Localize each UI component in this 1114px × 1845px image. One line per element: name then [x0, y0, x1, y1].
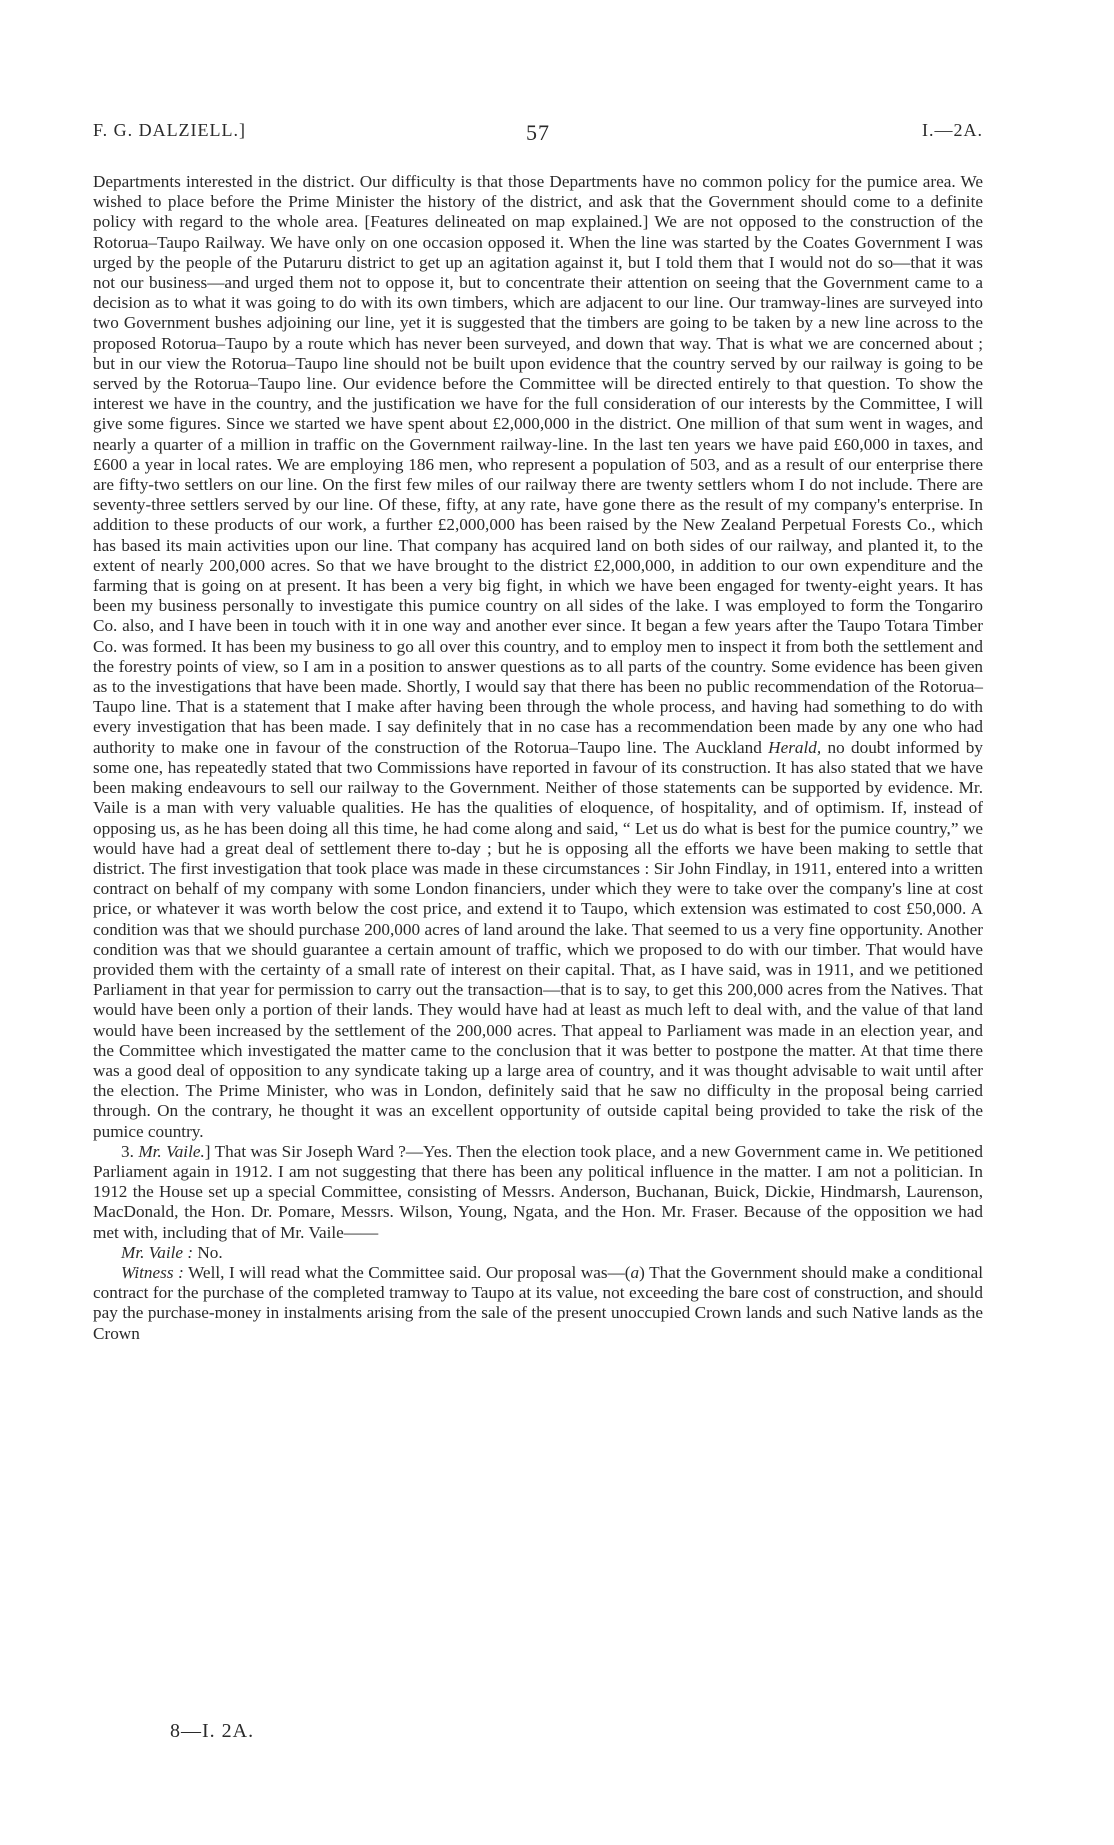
paragraph-1-text: Departments interested in the district. Our difficulty is that those Departments have no common policy for the pumice area. We wished to place before the Prime Minister the history of the district, and ask that the Government should come to a definite policy with regard to the whole area. [Features delineated on map explained.] We are not opposed to the construction of the Rotorua–Taupo Railway. We have only on one occasion opposed it. When the line was started by the Coates Government I was urged by the people of the Putaruru district to get up an agitation against it, but I told them that I would not do so—that it was not our business—and urged them not to oppose it, but to concentrate their attention on seeing that the Government came to a decision as to what it was going to do with its own timbers, which are adjacent to our line. Our tramway-lines are surveyed into two Government bushes adjoining our line, yet it is suggested that the timbers are going to be taken by a new line across to the proposed Rotorua–Taupo by a route which has never been surveyed, and down that way. That is what we are concerned about ; but in our view the Rotorua–Taupo line should not be built upon evidence that the country served by our railway is going to be served by the Rotorua–Taupo line. Our evidence before the Committee will be directed entirely to that question. To show the interest we have in the country, and the justification we have for the full consideration of our interests by the Committee, I will give some figures. Since we started we have spent about £2,000,000 in the district. One million of that sum went in wages, and nearly a quarter of a million in traffic on the Government railway-line. In the last ten years we have paid £60,000 in taxes, and £600 a year in local rates. We are employing 186 men, who represent a population of 503, and as a result of our enterprise there are fifty-two settlers on our line. On the first few miles of our railway there are twenty settlers whom I do not include. There are seventy-three settlers served by our line. Of these, fifty, at any rate, have gone there as the result of my company's enterprise. In addition to these products of our work, a further £2,000,000 has been raised by the New Zealand Perpetual Forests Co., which has based its main activities upon our line. That company has acquired land on both sides of our railway, and planted it, to the extent of nearly 200,000 acres. So that we have brought to the district £2,000,000, in addition to our own expenditure and the farming that is going on at present. It has been a very big fight, in which we have been engaged for twenty-eight years. It has been my business personally to investigate this pumice country on all sides of the lake. I was employed to form the Tongariro Co. also, and I have been in touch with it in one way and another ever since. It began a few years after the Taupo Totara Timber Co. was formed. It has been my business to go all over this country, and to employ men to inspect it from both the settlement and the forestry points of view, so I am in a position to answer questions as to all parts of the country. Some evidence has been given as to the investigations that have been made. Shortly, I would say that there has been no public recommendation of the Rotorua–Taupo line. That is a statement that I make after having been through the whole process, and having had something to do with every investigation that has been made. I say definitely that in no case has a recommendation been made by any one who had authority to make one in favour of the construction of the Rotorua–Taupo line. The Auckland	[93, 172, 983, 757]
paragraph-1	[93, 172, 983, 1142]
header-author: F. G. DALZIELL.]	[93, 120, 247, 140]
paragraph-interjection	[93, 1243, 983, 1263]
witness-text-a: Well, I will read what the Committee said. Our proposal was—(	[183, 1262, 631, 1282]
speaker-name: Mr. Vaile.	[138, 1141, 205, 1161]
newspaper-name: Herald,	[768, 737, 822, 757]
speaker-name: Witness :	[121, 1262, 184, 1282]
running-header	[93, 120, 983, 150]
page-number: 57	[526, 120, 550, 145]
list-marker: a	[630, 1262, 640, 1282]
printer-signature: 8—I. 2A.	[170, 1720, 255, 1742]
paragraph-1-continued: no doubt informed by some one, has repeatedly stated that two Commissions have reported in favour of its construction. It has also stated that we have been making endeavours to sell our railway to the Government. Neither of those statements can be supported by evidence. Mr. Vaile is a man with very valuable qualities. He has the qualities of eloquence, of hospitality, and of optimism. If, instead of opposing us, as he has been doing all this time, he had come along and said, “ Let us do what is best for the pumice country,” we would have had a great deal of settlement there to-day ; but he is opposing all the efforts we have been making to settle that district. The first investigation that took place was made in these circumstances : Sir John Findlay, in 1911, entered into a written contract on behalf of my company with some London financiers, under which they were to take over the company's line at cost price, or whatever it was worth below the cost price, and extend it to Taupo, which extension was estimated to cost £50,000. A condition was that we should purchase 200,000 acres of land around the lake. That seemed to us a very fine opportunity. Another condition was that we should guarantee a certain amount of traffic, which we proposed to do with our timber. That would have provided them with the certainty of a small rate of interest on their capital. That, as I have said, was in 1911, and we petitioned Parliament in that year for permission to carry out the transaction—that is to say, to get this 200,000 acres from the Natives. That would have been only a portion of their lands. They would have had at least as much left to deal with, and the value of that land would have been increased by the settlement of the 200,000 acres. That appeal to Parliament was made in an election year, and the Committee which investigated the matter came to the conclusion that it was better to postpone the matter. At that time there was a good deal of opposition to any syndicate taking up a large area of country, and it was thought advisable to wait until after the election. The Prime Minister, who was in London, definitely said that he saw no difficulty in the proposal being carried through. On the contrary, he thought it was an excellent opportunity of outside capital being provided to take the risk of the pumice country.	[93, 737, 983, 1141]
witness-text-b: ) That the Government should make a conditional contract for the purchase of the completed tramway to Taupo at its value, not exceeding the bare cost of construction, and should pay the purchase-money in instalments arising from the sale of the present unoccupied Crown lands and such Native lands as the Crown	[93, 1262, 983, 1343]
question-number: 3.	[121, 1141, 139, 1161]
interjection-text: No.	[193, 1242, 223, 1262]
header-paper-ref: I.—2A.	[922, 120, 983, 140]
paragraph-question-3	[93, 1142, 983, 1243]
speaker-name: Mr. Vaile :	[121, 1242, 194, 1262]
paragraph-witness	[93, 1263, 983, 1344]
question-3-text: ] That was Sir Joseph Ward ?—Yes. Then the election took place, and a new Government came in. We petitioned Parliament again in 1912. I am not suggesting that there has been any political influence in the matter. I am not a politician. In 1912 the House set up a special Committee, consisting of Messrs. Anderson, Buchanan, Buick, Dickie, Hindmarsh, Laurenson, MacDonald, the Hon. Dr. Pomare, Messrs. Wilson, Young, Ngata, and the Hon. Mr. Fraser. Because of the opposition we had met with, including that of Mr. Vaile——	[93, 1141, 984, 1242]
body-text	[93, 172, 983, 1344]
